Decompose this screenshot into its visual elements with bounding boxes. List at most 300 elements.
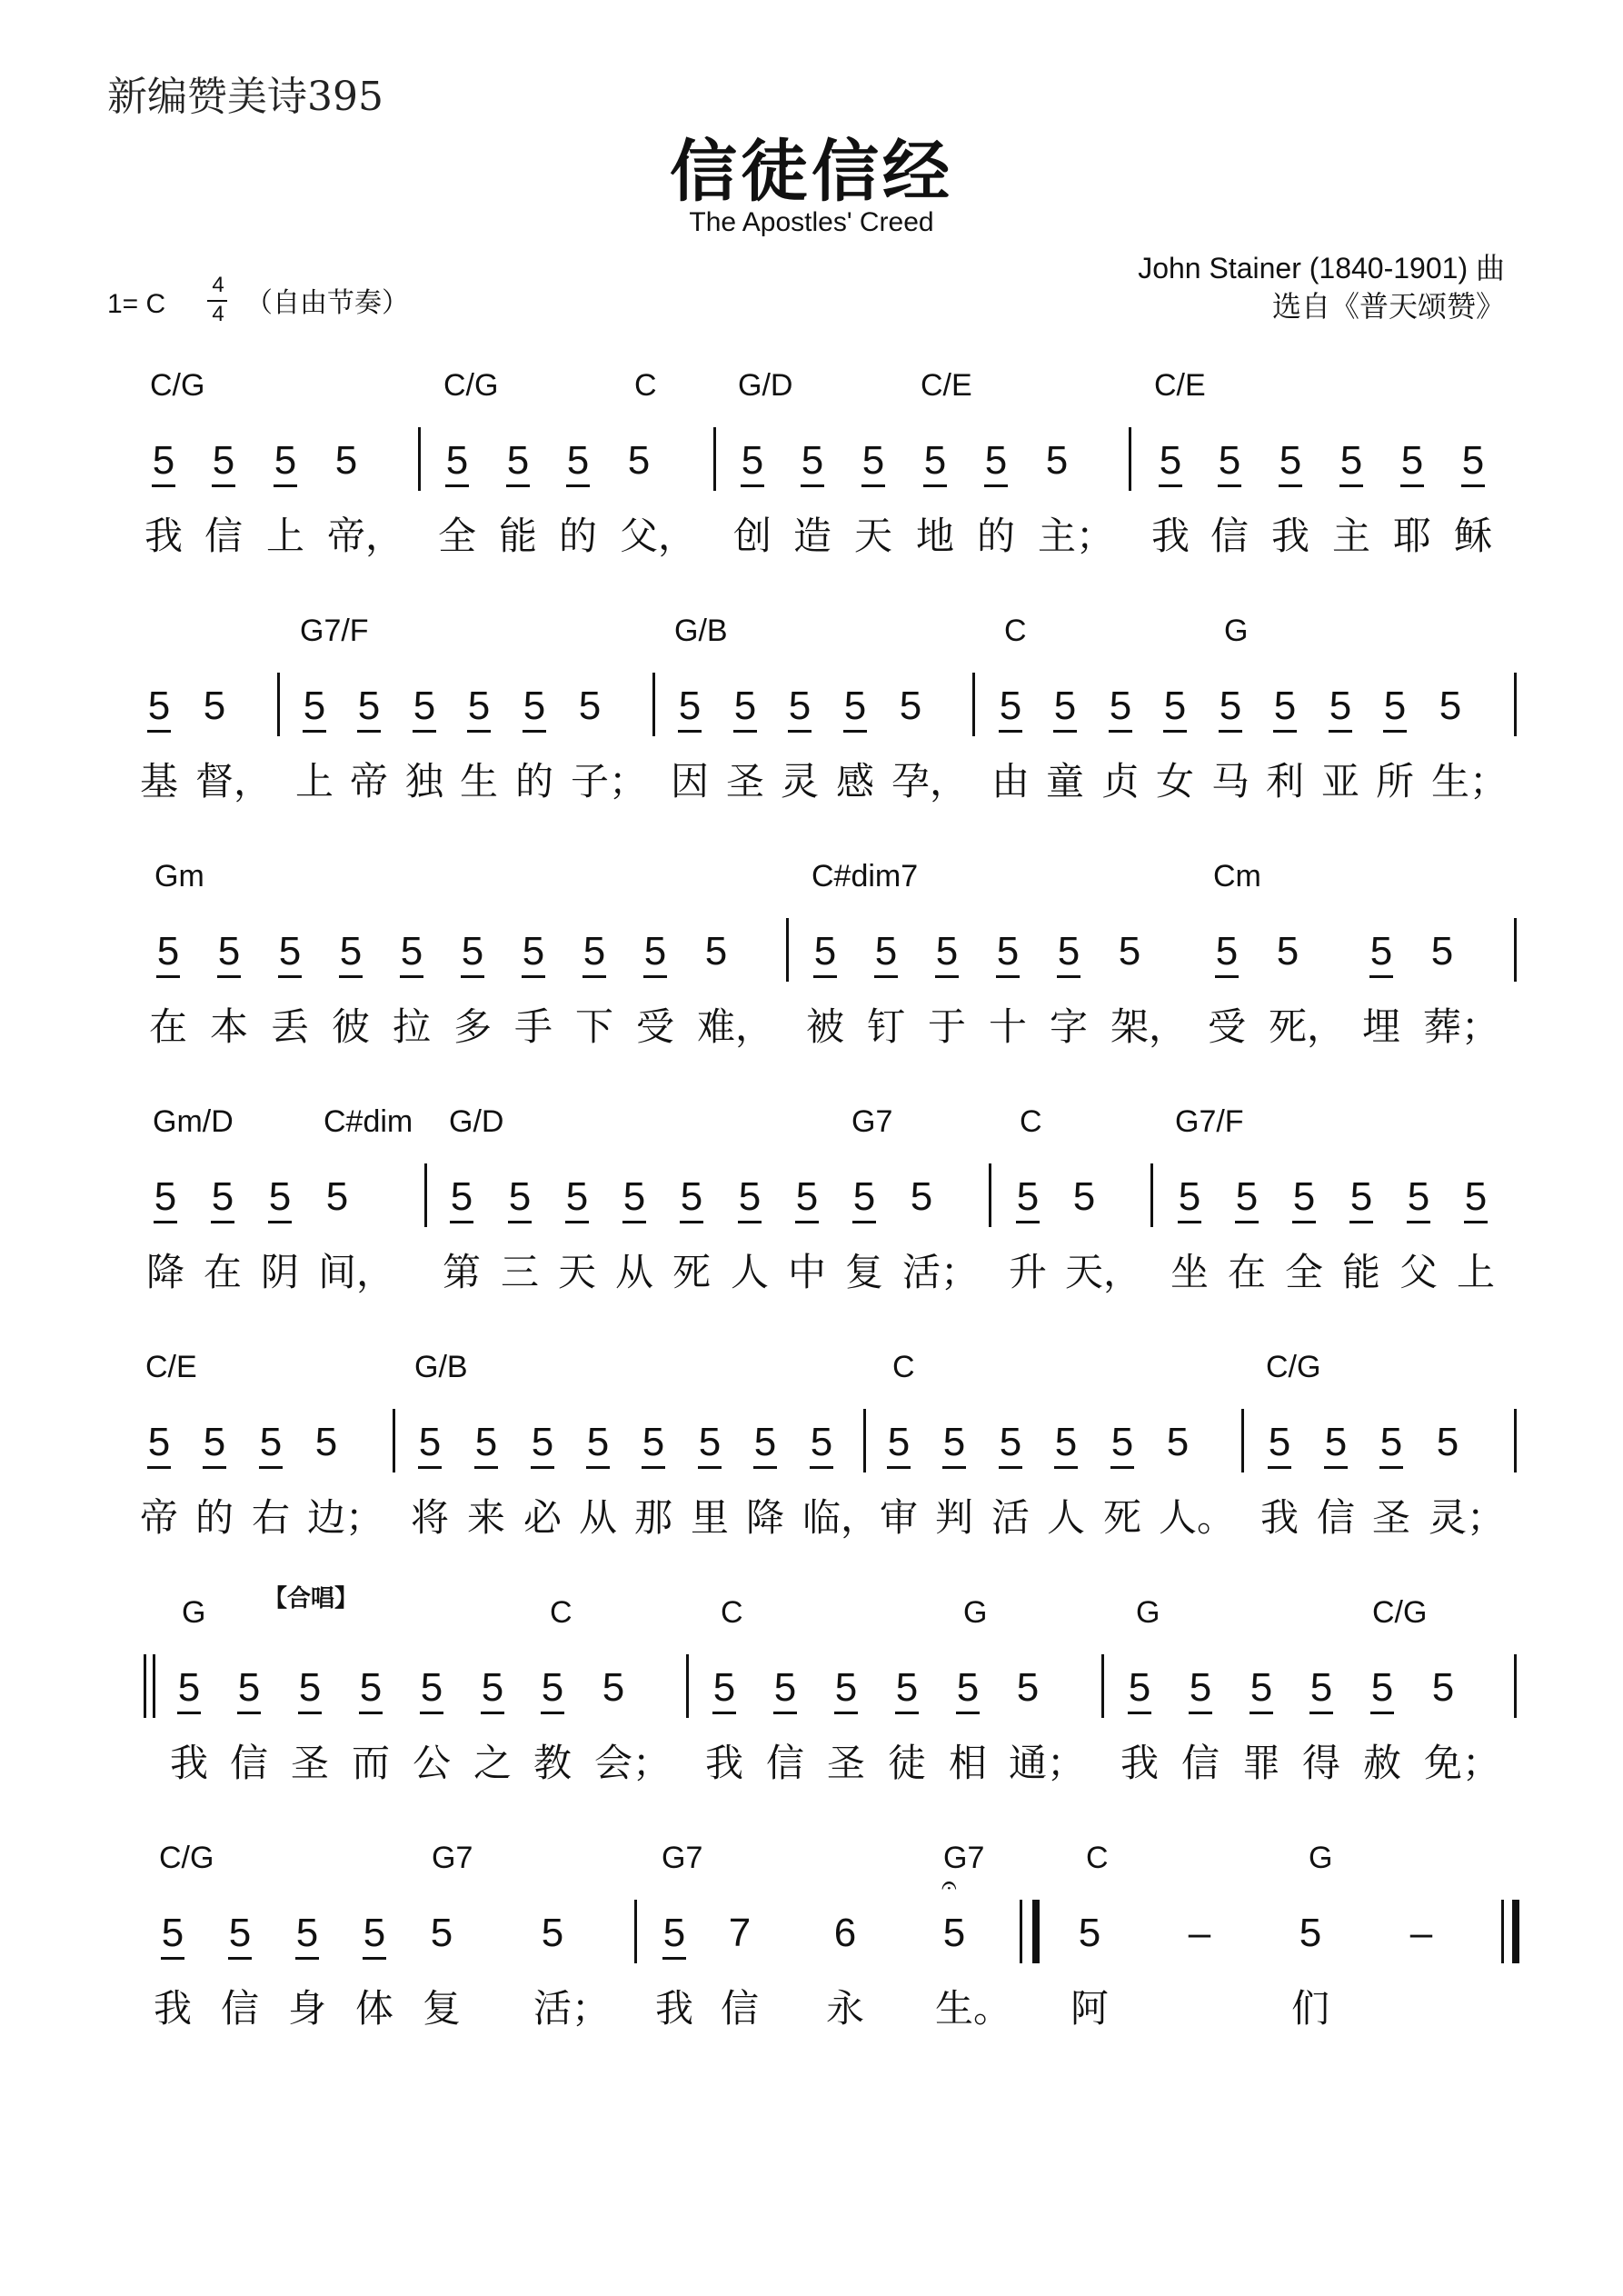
note: 5: [803, 1420, 840, 1465]
barline: [1514, 1654, 1517, 1718]
lyric-char: 复: [845, 1250, 884, 1294]
note: 5: [1104, 1420, 1140, 1465]
note: 5: [515, 929, 552, 974]
chord-symbol: C/E: [1154, 368, 1206, 403]
lyric-char: 的: [515, 759, 554, 804]
note: 5: [406, 684, 443, 729]
lyric-char: 得: [1302, 1741, 1341, 1785]
barline: [1101, 1654, 1104, 1718]
note: 5: [413, 1665, 450, 1711]
note: 5: [978, 438, 1014, 484]
note: 5: [1276, 929, 1299, 973]
chord-symbol: G7: [943, 1841, 985, 1875]
lyric-char: 利: [1266, 759, 1305, 804]
lyric-char: 临，: [802, 1495, 880, 1540]
lyric-char: 我: [154, 1986, 193, 2031]
barline: [144, 1654, 146, 1718]
note: 5: [732, 1174, 768, 1220]
note: 5: [747, 1420, 783, 1465]
chord-symbol: C/G: [1266, 1350, 1321, 1384]
lyric-char: 难，: [697, 1004, 774, 1049]
lyric-char: 由: [991, 759, 1031, 804]
note: 5: [576, 929, 612, 974]
lyric-char: 信: [766, 1741, 805, 1785]
lyric-char: 孕，: [891, 759, 969, 804]
note: 5: [899, 684, 922, 728]
note: 5: [1333, 438, 1369, 484]
lyric-char: 下: [575, 1004, 614, 1049]
lyric-char: 我: [144, 514, 184, 558]
lyric-char: 阿: [1070, 1986, 1110, 2031]
note: –: [1188, 1911, 1211, 1955]
lyric-char: 生。: [935, 1986, 1012, 2031]
note: 5: [150, 929, 186, 974]
lyric-char: 活；: [533, 1986, 611, 2031]
note: 5: [936, 1420, 972, 1465]
barline: [863, 1409, 866, 1472]
lyric-char: 来: [467, 1495, 506, 1540]
note: 5: [1010, 1174, 1046, 1220]
lyric-char: 审: [880, 1495, 919, 1540]
lyric-char: 父，: [620, 514, 697, 558]
lyric-char: 耶: [1393, 514, 1432, 558]
note: 7: [728, 1911, 752, 1955]
note: 5: [635, 1420, 672, 1465]
note: 6: [833, 1911, 857, 1955]
note: 5: [1400, 1174, 1437, 1220]
note: 5: [1047, 684, 1083, 729]
lyric-char: 独: [405, 759, 444, 804]
note: 5: [353, 1665, 389, 1711]
chord-symbol: G7: [432, 1841, 473, 1875]
hymn-subtitle: The Apostles' Creed: [689, 207, 934, 237]
chord-symbol: G: [182, 1595, 206, 1630]
note: 5: [145, 438, 182, 484]
note: 5: [1121, 1665, 1158, 1711]
chord-symbol: C: [1020, 1104, 1042, 1139]
note: 5: [1209, 929, 1245, 974]
time-signature-denominator: 4: [212, 302, 224, 326]
note: –: [1409, 1911, 1433, 1955]
lyric-char: 督，: [195, 759, 273, 804]
lyric-char: 葬；: [1423, 1004, 1500, 1049]
chord-symbol: G: [1136, 1595, 1160, 1630]
fermata-icon: 𝄐: [941, 1870, 957, 1902]
source-credit: 选自《普天颂赞》: [1271, 289, 1505, 324]
barline: [1514, 918, 1517, 982]
note: 5: [855, 438, 891, 484]
lyric-char: 被: [806, 1004, 845, 1049]
note: 5: [990, 929, 1026, 974]
lyric-char: 中: [788, 1250, 827, 1294]
barline: [686, 1654, 689, 1718]
note: 5: [1373, 1420, 1409, 1465]
note: 5: [474, 1665, 511, 1711]
barline: [424, 1163, 427, 1227]
note: 5: [253, 1420, 289, 1465]
note: 5: [846, 1174, 882, 1220]
chord-symbol: C: [634, 368, 657, 403]
note: 5: [1318, 1420, 1354, 1465]
note: 5: [1152, 438, 1189, 484]
lyric-char: 丢: [271, 1004, 310, 1049]
note: 5: [1458, 1174, 1494, 1220]
lyric-char: 钉: [867, 1004, 906, 1049]
lyric-char: 我: [1271, 514, 1310, 558]
lyric-char: 埋: [1362, 1004, 1401, 1049]
note: 5: [580, 1420, 616, 1465]
lyric-char: 三: [501, 1250, 540, 1294]
note: 5: [1394, 438, 1430, 484]
chord-symbol: C/E: [921, 368, 972, 403]
note: 5: [333, 929, 369, 974]
barline: [1514, 673, 1517, 736]
note: 5: [412, 1420, 448, 1465]
barline: [277, 673, 280, 736]
lyric-char: 主；: [1038, 514, 1115, 558]
note: 5: [439, 438, 475, 484]
lyric-char: 死: [672, 1250, 712, 1294]
chord-symbol: G/B: [674, 614, 728, 648]
note: 5: [942, 1911, 966, 1955]
note: 5: [334, 438, 358, 483]
note: 5: [1286, 1174, 1322, 1220]
note: 5: [296, 684, 333, 729]
lyric-char: 免；: [1424, 1741, 1501, 1785]
note: 5: [1299, 1911, 1322, 1955]
note: 5: [656, 1911, 692, 1956]
lyric-char: 右: [252, 1495, 291, 1540]
lyric-char: 父: [1399, 1250, 1439, 1294]
lyric-char: 帝: [350, 759, 389, 804]
note: 5: [1455, 438, 1491, 484]
note: 5: [789, 1174, 825, 1220]
chord-symbol: C/G: [159, 1841, 214, 1875]
note: 5: [727, 684, 763, 729]
note: 5: [881, 1420, 917, 1465]
lyric-char: 多: [453, 1004, 493, 1049]
lyric-char: 女: [1156, 759, 1195, 804]
note: 5: [1072, 1174, 1096, 1219]
note: 5: [356, 1911, 393, 1956]
lyric-char: 手: [514, 1004, 553, 1049]
lyric-char: 在: [204, 1250, 243, 1294]
note: 5: [602, 1665, 625, 1710]
lyric-char: 于: [928, 1004, 967, 1049]
lyric-char: 人: [1047, 1495, 1086, 1540]
chord-symbol: Gm/D: [153, 1104, 234, 1139]
note: 5: [1157, 684, 1193, 729]
lyric-char: 间，: [318, 1250, 395, 1294]
lyric-char: 的: [977, 514, 1016, 558]
barline: [634, 1900, 637, 1963]
note: 5: [929, 929, 965, 974]
note: 5: [203, 684, 226, 728]
lyric-char: 第: [443, 1250, 482, 1294]
note: 5: [1343, 1174, 1379, 1220]
lyric-char: 的: [195, 1495, 234, 1540]
lyric-char: 圣: [827, 1741, 866, 1785]
note: 5: [1016, 1665, 1040, 1710]
lyric-char: 圣: [291, 1741, 330, 1785]
note: 5: [267, 438, 304, 484]
lyric-char: 们: [1291, 1986, 1330, 2031]
note: 5: [204, 1174, 241, 1220]
note: 5: [502, 1174, 538, 1220]
note: 5: [1118, 929, 1141, 973]
lyric-char: 信: [221, 1986, 260, 2031]
key-signature: 1= C: [107, 289, 166, 319]
lyric-char: 全: [1285, 1250, 1324, 1294]
lyric-char: 从: [579, 1495, 618, 1540]
note: 5: [516, 684, 553, 729]
note: 5: [231, 1665, 267, 1711]
lyric-char: 在: [149, 1004, 188, 1049]
note: 5: [559, 1174, 595, 1220]
chord-symbol: C/E: [145, 1350, 197, 1384]
note: 5: [1322, 684, 1359, 729]
note: 5: [1171, 1174, 1208, 1220]
chord-symbol: C: [892, 1350, 915, 1384]
note: 5: [950, 1665, 986, 1711]
lyric-char: 体: [355, 1986, 394, 2031]
note: 5: [917, 438, 953, 484]
lyric-char: 徒: [888, 1741, 927, 1785]
lyric-char: 信: [230, 1741, 269, 1785]
lyric-char: 因: [671, 759, 710, 804]
lyric-char: 通；: [1009, 1741, 1086, 1785]
lyric-char: 圣: [726, 759, 765, 804]
note: 5: [205, 438, 242, 484]
chord-symbol: G: [1224, 614, 1249, 648]
lyric-char: 天: [558, 1250, 597, 1294]
note: 5: [393, 929, 430, 974]
lyric-char: 信: [1210, 514, 1250, 558]
lyric-char: 死，: [1269, 1004, 1346, 1049]
note: 5: [262, 1174, 298, 1220]
chord-symbol: G7: [851, 1104, 893, 1139]
note: 5: [627, 438, 651, 483]
lyric-char: 信: [1317, 1495, 1356, 1540]
barline: [1514, 1409, 1517, 1472]
barline: [1150, 1163, 1153, 1227]
barline: [972, 673, 975, 736]
note: 5: [673, 1174, 710, 1220]
note: 5: [1048, 1420, 1084, 1465]
chord-symbol: G: [1309, 1841, 1333, 1875]
lyric-char: 地: [916, 514, 955, 558]
note: 5: [1261, 1420, 1298, 1465]
note: 5: [992, 684, 1029, 729]
note: 5: [560, 438, 596, 484]
note: 5: [171, 1665, 207, 1711]
note: 5: [1363, 929, 1399, 974]
lyric-char: 里: [691, 1495, 730, 1540]
lyric-char: 相: [949, 1741, 988, 1785]
lyric-char: 亚: [1321, 759, 1360, 804]
lyric-char: 灵；: [1429, 1495, 1506, 1540]
note: 5: [443, 1174, 480, 1220]
lyric-char: 生；: [1431, 759, 1508, 804]
note: 5: [1439, 684, 1462, 728]
note: 5: [807, 929, 843, 974]
barline: [1501, 1900, 1504, 1963]
chord-symbol: G7/F: [300, 614, 369, 648]
lyric-char: 创: [733, 514, 772, 558]
lyric-char: 坐: [1170, 1250, 1210, 1294]
barline: [713, 427, 716, 491]
lyric-char: 人。: [1159, 1495, 1236, 1540]
note: 5: [524, 1420, 561, 1465]
note: 5: [1267, 684, 1303, 729]
note: 5: [692, 1420, 728, 1465]
lyric-char: 童: [1046, 759, 1085, 804]
note: 5: [637, 929, 673, 974]
note: 5: [1166, 1420, 1190, 1464]
note: 5: [734, 438, 771, 484]
barline: [786, 918, 789, 982]
note: 5: [767, 1665, 803, 1711]
lyric-char: 上: [1457, 1250, 1496, 1294]
lyric-char: 我: [655, 1986, 694, 2031]
lyric-char: 信: [721, 1986, 760, 2031]
lyric-char: 全: [438, 514, 477, 558]
note: 5: [1364, 1665, 1400, 1711]
lyric-char: 天，: [1065, 1250, 1142, 1294]
lyric-char: 贞: [1101, 759, 1140, 804]
lyric-char: 基: [140, 759, 179, 804]
lyric-char: 阴: [261, 1250, 300, 1294]
lyric-char: 身: [288, 1986, 327, 2031]
lyric-char: 信: [204, 514, 244, 558]
note: 5: [828, 1665, 864, 1711]
chord-symbol: G7: [662, 1841, 703, 1875]
note: 5: [1272, 438, 1309, 484]
lyric-char: 必: [523, 1495, 563, 1540]
note: 5: [1211, 438, 1248, 484]
note: 5: [889, 1665, 925, 1711]
lyric-char: 能: [1342, 1250, 1381, 1294]
hymnal-number: 新编赞美诗395: [107, 74, 383, 120]
lyric-char: 将: [411, 1495, 450, 1540]
lyric-char: 降: [746, 1495, 785, 1540]
note: 5: [1212, 684, 1249, 729]
barline: [393, 1409, 395, 1472]
note: 5: [1243, 1665, 1279, 1711]
note: 5: [1229, 1174, 1265, 1220]
lyric-char: 会；: [594, 1741, 672, 1785]
lyric-char: 而: [352, 1741, 391, 1785]
note: 5: [196, 1420, 233, 1465]
barline: [1020, 1900, 1022, 1963]
note: 5: [154, 1911, 191, 1956]
lyric-char: 圣: [1372, 1495, 1411, 1540]
lyric-char: 永: [826, 1986, 865, 2031]
note: 5: [454, 929, 491, 974]
note: 5: [1182, 1665, 1219, 1711]
note: 5: [1377, 684, 1413, 729]
chord-symbol: G/B: [414, 1350, 468, 1384]
note: 5: [272, 929, 308, 974]
note: 5: [794, 438, 831, 484]
note: 5: [222, 1911, 258, 1956]
lyric-char: 活: [991, 1495, 1031, 1540]
note: 5: [1045, 438, 1069, 483]
note: 5: [461, 684, 497, 729]
lyric-char: 降: [146, 1250, 185, 1294]
note: 5: [1303, 1665, 1339, 1711]
lyric-char: 能: [499, 514, 538, 558]
lyric-char: 主: [1332, 514, 1371, 558]
chord-symbol: C: [1004, 614, 1027, 648]
lyric-char: 彼: [332, 1004, 371, 1049]
lyric-char: 公: [413, 1741, 452, 1785]
chord-symbol: Cm: [1213, 859, 1261, 893]
lyric-char: 之: [473, 1741, 513, 1785]
note: 5: [534, 1665, 571, 1711]
chord-symbol: G: [963, 1595, 988, 1630]
chord-symbol: C/G: [1372, 1595, 1428, 1630]
note: 5: [672, 684, 708, 729]
lyric-char: 在: [1228, 1250, 1267, 1294]
note: 5: [292, 1665, 328, 1711]
composer-credit: John Stainer (1840-1901) 曲: [1138, 252, 1505, 285]
lyric-char: 稣: [1454, 514, 1493, 558]
note: 5: [147, 1174, 184, 1220]
note: 5: [289, 1911, 325, 1956]
lyric-char: 造: [793, 514, 832, 558]
lyric-char: 那: [634, 1495, 673, 1540]
lyric-char: 字: [1050, 1004, 1089, 1049]
lyric-char: 感: [836, 759, 875, 804]
lyric-char: 子；: [571, 759, 648, 804]
tempo-marking: （自由节奏）: [245, 287, 409, 319]
lyric-char: 所: [1376, 759, 1415, 804]
chord-symbol: C#dim: [324, 1104, 413, 1139]
lyric-char: 拉: [393, 1004, 432, 1049]
lyric-char: 本: [210, 1004, 249, 1049]
note: 5: [314, 1420, 338, 1464]
note: 5: [837, 684, 873, 729]
lyric-char: 升: [1009, 1250, 1048, 1294]
note: 5: [541, 1911, 564, 1955]
note: 5: [1431, 1665, 1455, 1710]
barline: [153, 1654, 155, 1718]
barline: [1032, 1900, 1040, 1963]
time-signature-numerator: 4: [212, 273, 224, 297]
lyric-char: 马: [1211, 759, 1250, 804]
lyric-char: 受: [1208, 1004, 1247, 1049]
lyric-char: 灵: [781, 759, 820, 804]
note: 5: [1430, 929, 1454, 973]
lyric-char: 上: [266, 514, 305, 558]
lyric-char: 我: [1260, 1495, 1299, 1540]
note: 5: [704, 929, 728, 973]
lyric-char: 从: [615, 1250, 654, 1294]
lyric-char: 死: [1103, 1495, 1142, 1540]
note: 5: [141, 1420, 177, 1465]
chord-symbol: C#dim7: [812, 859, 919, 893]
note: 5: [782, 684, 818, 729]
chord-symbol: G/D: [449, 1104, 504, 1139]
lyric-char: 人: [731, 1250, 770, 1294]
lyric-char: 十: [989, 1004, 1028, 1049]
note: 5: [616, 1174, 652, 1220]
chord-symbol: C: [1086, 1841, 1109, 1875]
note: 5: [351, 684, 387, 729]
barline: [989, 1163, 991, 1227]
chord-symbol: C/G: [150, 368, 205, 403]
